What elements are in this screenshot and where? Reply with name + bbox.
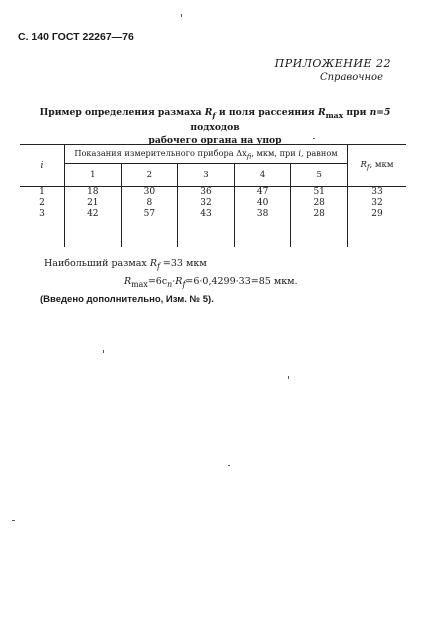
- row-3-v4: 38: [256, 209, 269, 219]
- caption-rf-sub: f: [212, 110, 216, 120]
- amendment-note: (Введено дополнительно, Изм. № 5).: [40, 294, 214, 305]
- caption-text-1: Пример определения размаха: [39, 107, 205, 118]
- scan-speck: [313, 138, 315, 139]
- page-reference: С. 140 ГОСТ 22267—76: [18, 31, 134, 43]
- row-1-rf: 33: [371, 187, 383, 197]
- max-range-line: Наибольший размах $R_f =33$ мкм: [44, 258, 207, 271]
- scan-speck: [12, 520, 15, 521]
- annex-title: ПРИЛОЖЕНИЕ 22: [274, 57, 391, 70]
- row-2-v1: 21: [87, 198, 99, 208]
- row-3-v2: 57: [143, 209, 156, 219]
- scan-speck: [103, 350, 104, 353]
- row-3-v3: 43: [200, 209, 212, 219]
- scan-speck: [181, 14, 182, 17]
- caption-line-2: рабочего органа на упор: [148, 135, 282, 147]
- row-2-v3: 32: [200, 198, 212, 208]
- table-caption: [30, 106, 400, 148]
- row-2-v2: 8: [146, 198, 153, 208]
- row-1-v1: 18: [87, 187, 99, 197]
- column-rf-values: [348, 187, 407, 248]
- caption-text-2: и поля рассеяния: [215, 107, 318, 118]
- row-1-v3: 36: [200, 187, 212, 197]
- caption-text-4: подходов: [190, 121, 240, 133]
- header-instrument-readings: Показания измерительного прибора $\Delta x_{fi}$, мкм, при i, равном: [65, 145, 348, 164]
- measurement-table: [20, 144, 406, 247]
- row-2-v5: 28: [313, 198, 325, 208]
- header-i: i: [40, 160, 44, 171]
- sub-header-2: 2: [121, 164, 178, 187]
- row-3-v5: 28: [313, 209, 325, 219]
- sub-header-1: 1: [65, 164, 122, 187]
- scan-speck: [228, 465, 230, 466]
- row-1-v2: 30: [143, 187, 156, 197]
- caption-rf-symbol: R: [204, 107, 213, 118]
- rmax-formula: $R_{max}=6c_n\cdot R_f=6\cdot 0,4299\cdot 33=85$ мкм.: [124, 276, 298, 289]
- header-rf: $R_f$, мкм: [348, 145, 407, 187]
- row-3-i: 3: [39, 209, 45, 219]
- caption-n-expr: n=5: [369, 107, 391, 118]
- caption-rmax-sub: max: [325, 110, 344, 120]
- caption-rmax-symbol: R: [317, 107, 326, 118]
- scan-speck: [288, 376, 289, 379]
- row-3-v1: 42: [87, 209, 99, 219]
- column-5-values: [291, 187, 348, 248]
- annex-subtitle: Справочное: [319, 72, 383, 83]
- column-1-values: [65, 187, 122, 248]
- annex-block: [275, 57, 391, 83]
- column-4-values: [234, 187, 291, 248]
- column-3-values: [178, 187, 235, 248]
- caption-text-3: при: [343, 107, 370, 118]
- sub-header-5: 5: [291, 164, 348, 187]
- sub-header-4: 4: [234, 164, 291, 187]
- row-1-i: 1: [39, 187, 45, 197]
- row-1-v4: 47: [256, 187, 269, 197]
- row-2-v4: 40: [256, 198, 269, 208]
- row-3-rf: 29: [371, 209, 383, 219]
- column-2-values: [121, 187, 178, 248]
- column-i-values: [20, 187, 65, 248]
- row-2-i: 2: [39, 198, 45, 208]
- sub-header-3: 3: [178, 164, 235, 187]
- row-1-v5: 51: [313, 187, 325, 197]
- row-2-rf: 32: [371, 198, 383, 208]
